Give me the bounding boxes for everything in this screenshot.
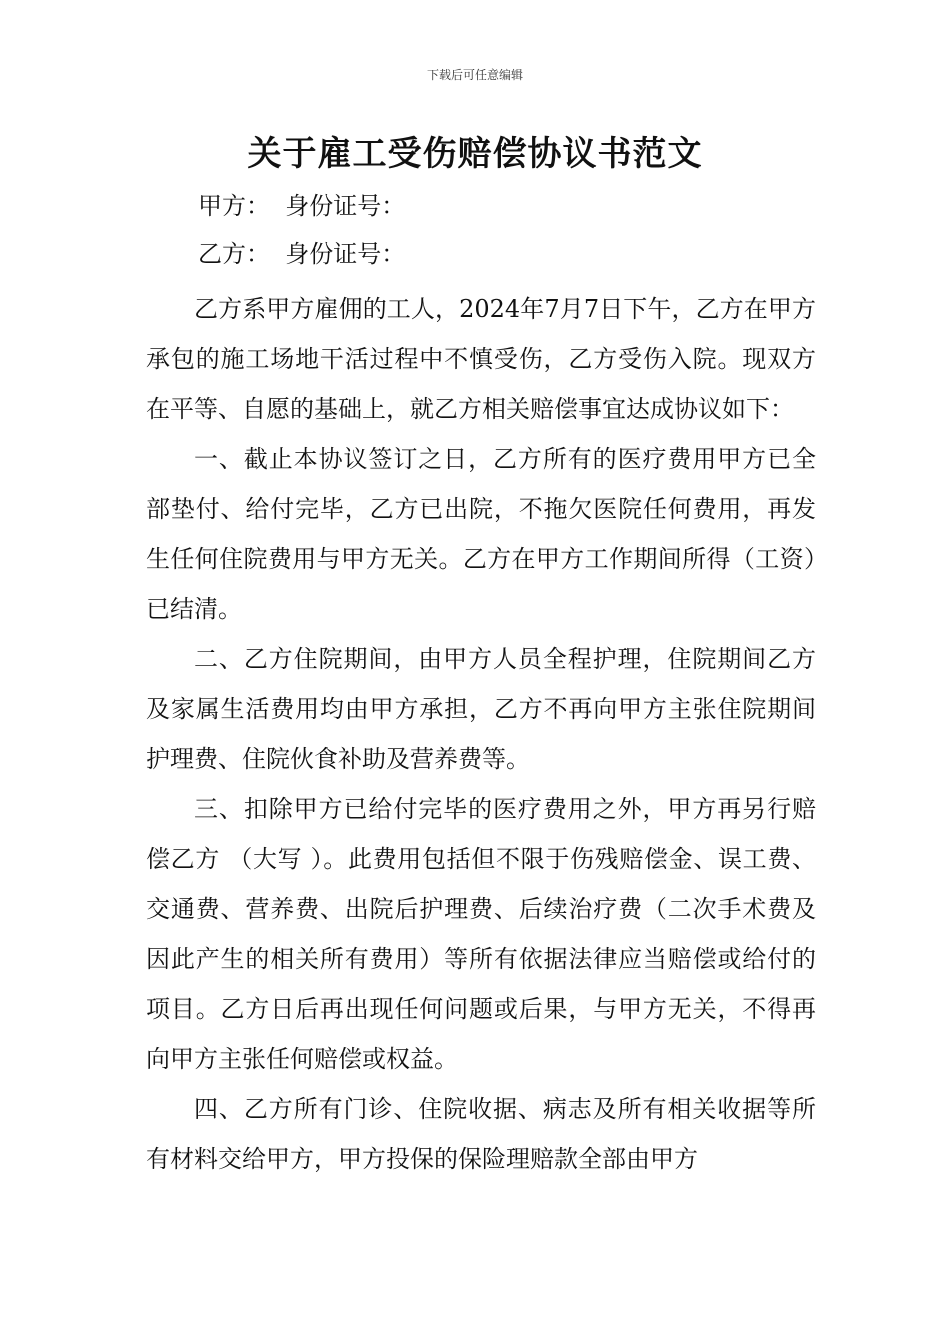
clause-1-paragraph: 一、截止本协议签订之日，乙方所有的医疗费用甲方已全部垫付、给付完毕，乙方已出院，不拖欠医院任何费用，再发生任何住院费用与甲方无关。乙方在甲方工作期间所得（工资）已结清。 xyxy=(146,445,816,623)
clause-3-paragraph: 三、扣除甲方已给付完毕的医疗费用之外，甲方再另行赔偿乙方 （大写 ）。此费用包括但不限于伤残赔偿金、误工费、交通费、营养费、出院后护理费、后续治疗费（二次手术费及因此产生的相关所有费用）等所有依据法律应当赔偿或给付的项目。乙方日后再出现任何问题或后果，与甲方无关，不得再向甲方主张任何赔偿或权益。 xyxy=(146,795,816,1073)
clause-4-paragraph: 四、乙方所有门诊、住院收据、病志及所有相关收据等所有材料交给甲方，甲方投保的保险理赔款全部由甲方 xyxy=(146,1095,816,1173)
clause-2-paragraph: 二、乙方住院期间，由甲方人员全程护理，住院期间乙方及家属生活费用均由甲方承担，乙方不再向甲方主张住院期间护理费、住院伙食补助及营养费等。 xyxy=(146,645,816,773)
header-note: 下载后可任意编辑 xyxy=(426,68,523,82)
party-a-line: 甲方： 身份证号： xyxy=(198,192,406,220)
document-body xyxy=(146,284,816,1184)
party-b-line: 乙方： 身份证号： xyxy=(198,240,406,268)
intro-paragraph: 乙方系甲方雇佣的工人，2024年7月7日下午，乙方在甲方承包的施工场地干活过程中不慎受伤，乙方受伤入院。现双方在平等、自愿的基础上，就乙方相关赔偿事宜达成协议如下： xyxy=(146,295,816,423)
document-title: 关于雇工受伤赔偿协议书范文 xyxy=(247,134,703,174)
